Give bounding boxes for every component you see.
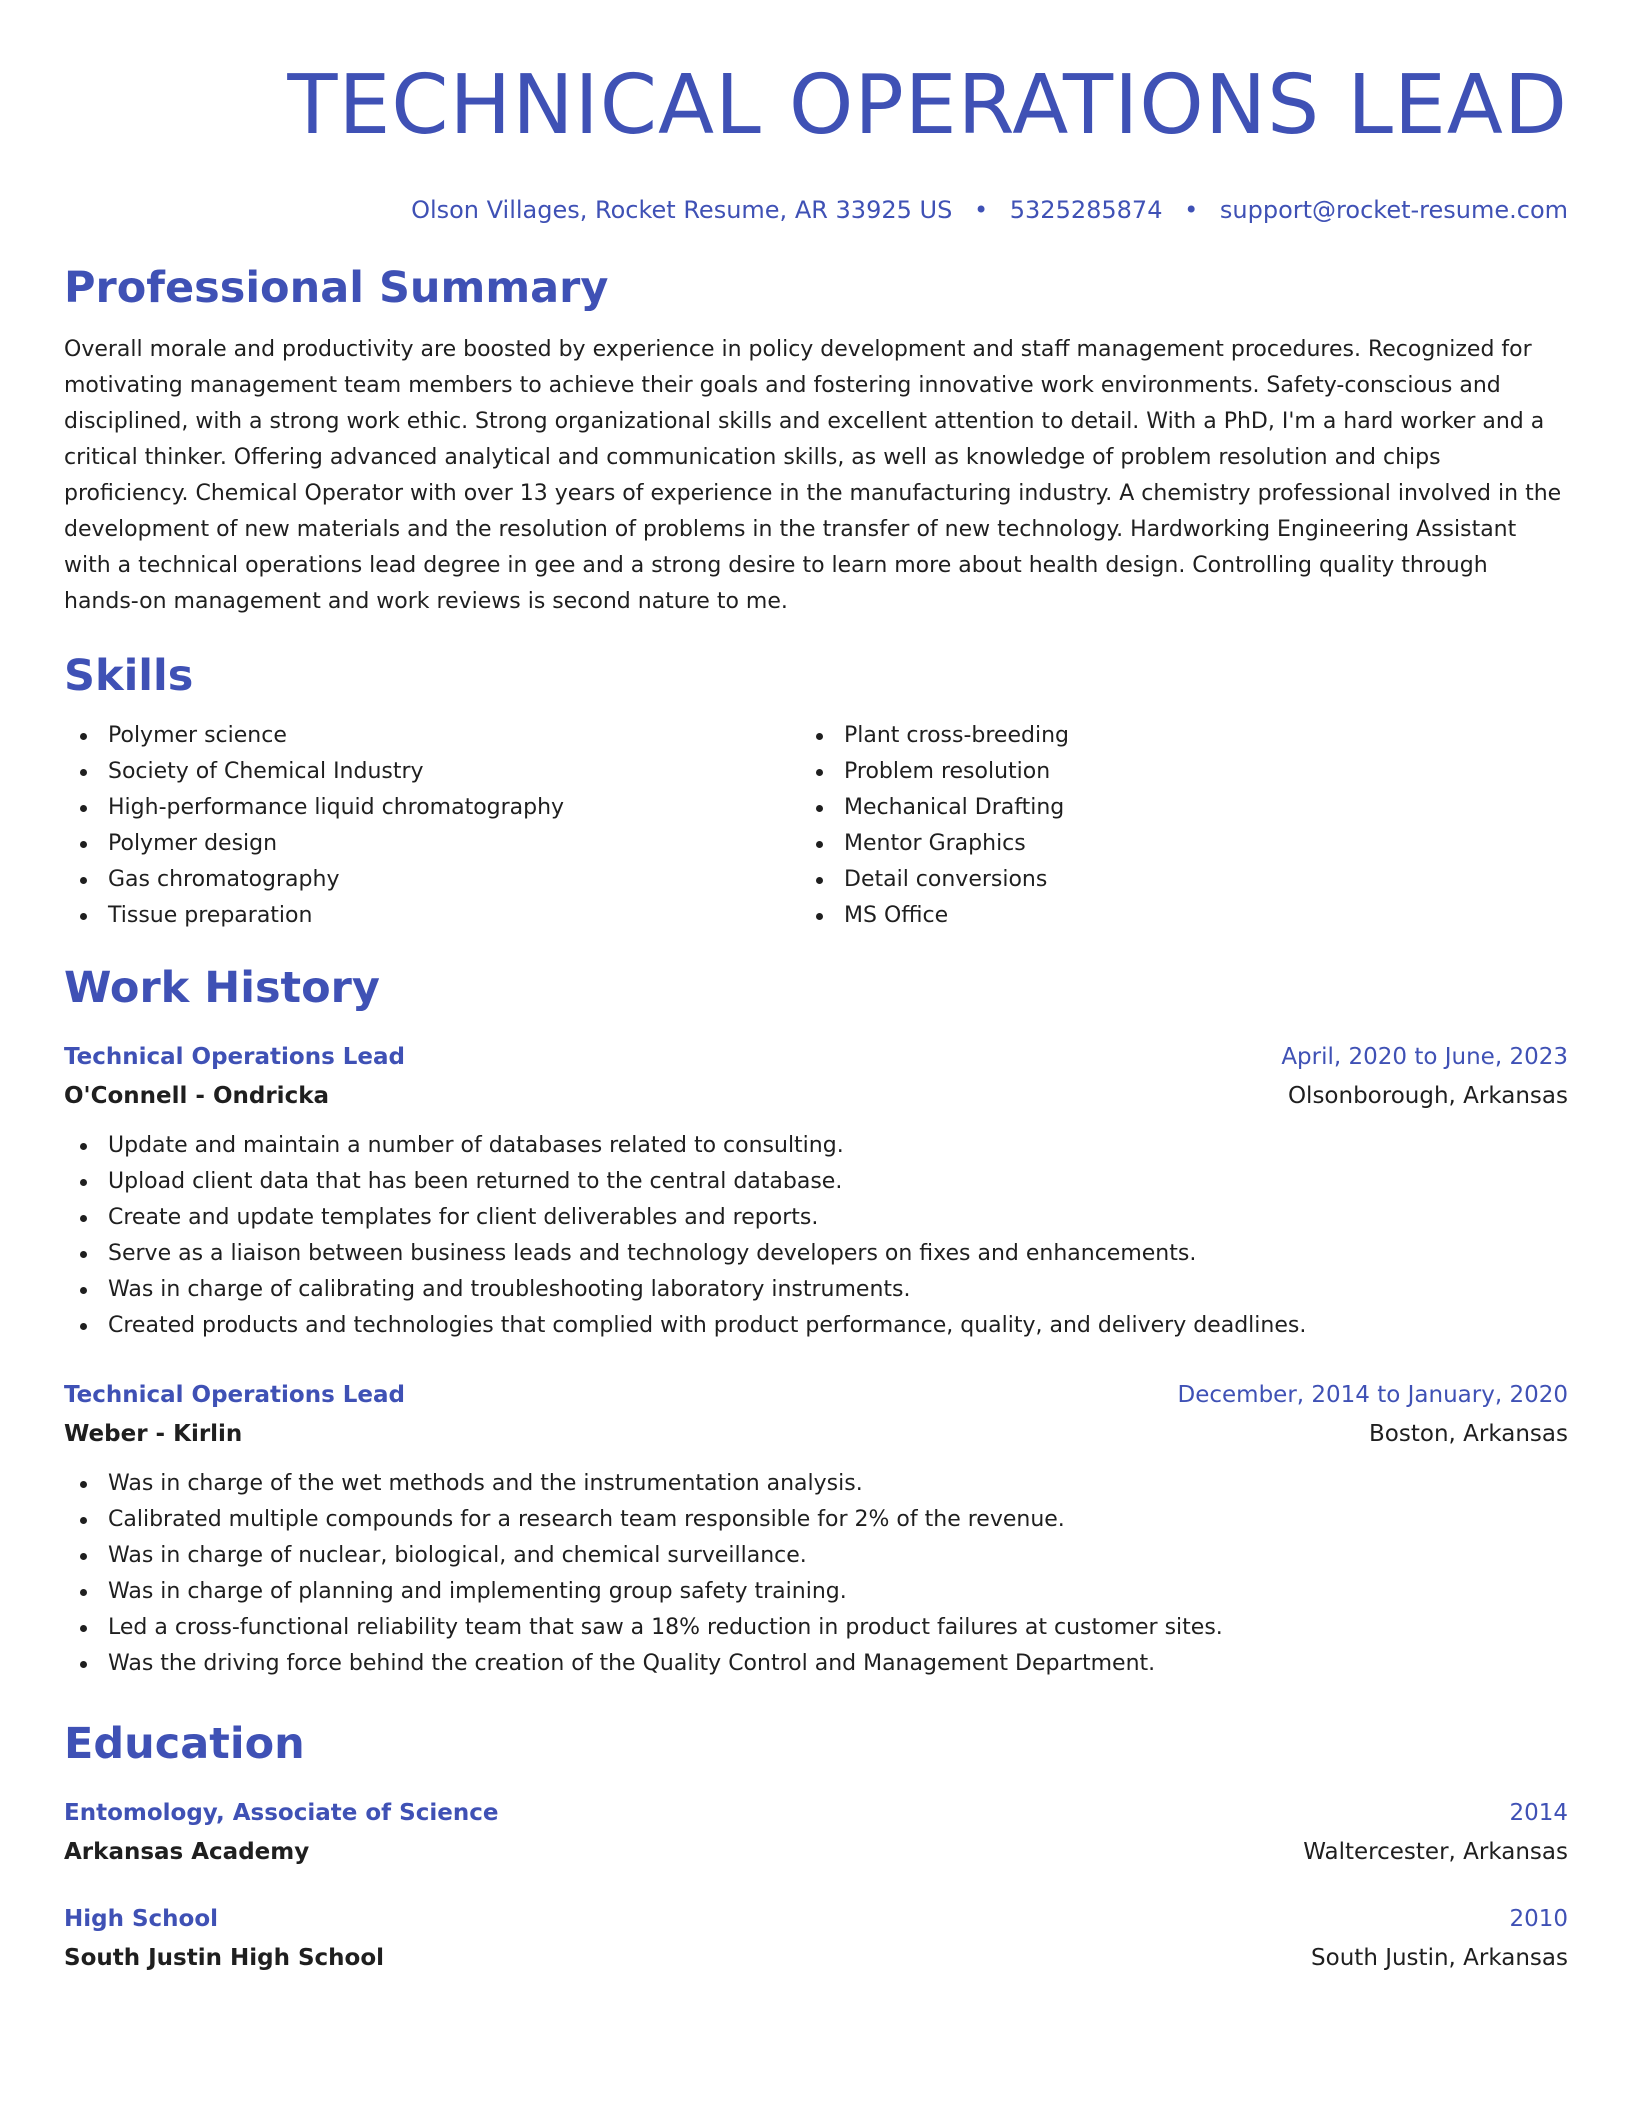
skill-item: Plant cross-breeding: [800, 718, 1536, 754]
skills-column-left: [64, 718, 800, 934]
duty-item: Was in charge of the wet methods and the instrumentation analysis.: [64, 1466, 1568, 1502]
job-duties: [64, 1466, 1568, 1682]
skill-item: Polymer science: [64, 718, 800, 754]
contact-separator: •: [1184, 196, 1199, 224]
education-school: Arkansas Academy: [64, 1839, 310, 1865]
skill-item: Problem resolution: [800, 754, 1536, 790]
duty-item: Upload client data that has been returned to the central database.: [64, 1164, 1568, 1200]
duty-item: Was the driving force behind the creation of the Quality Control and Management Department.: [64, 1646, 1568, 1682]
education-entry: [64, 1900, 1568, 1978]
skills-list: [64, 718, 1568, 934]
contact-separator: •: [973, 196, 989, 224]
skills-heading: Skills: [64, 651, 194, 701]
education-degree: Entomology, Associate of Science: [64, 1800, 499, 1826]
education-school: South Justin High School: [64, 1945, 385, 1971]
summary-heading: Professional Summary: [64, 263, 609, 313]
education-location: Waltercester, Arkansas: [1303, 1839, 1568, 1865]
education-degree: High School: [64, 1906, 219, 1932]
skill-item: Polymer design: [64, 826, 800, 862]
job-location: Olsonborough, Arkansas: [1287, 1083, 1568, 1109]
job-entry: [64, 1038, 1568, 1344]
duty-item: Created products and technologies that complied with product performance, quality, and delivery deadlines.: [64, 1308, 1568, 1344]
duty-item: Led a cross-functional reliability team that saw a 18% reduction in product failures at customer sites.: [64, 1610, 1568, 1646]
job-company: Weber - Kirlin: [64, 1421, 243, 1447]
skill-item: Gas chromatography: [64, 862, 800, 898]
duty-item: Update and maintain a number of databases related to consulting.: [64, 1128, 1568, 1164]
education-year: 2010: [1509, 1906, 1568, 1932]
skills-column-right: [800, 718, 1536, 934]
education-year: 2014: [1509, 1800, 1568, 1826]
job-dates: April, 2020 to June, 2023: [1281, 1044, 1568, 1070]
education-entry: [64, 1794, 1568, 1872]
job-title: Technical Operations Lead: [64, 1044, 406, 1070]
skill-item: Detail conversions: [800, 862, 1536, 898]
education-heading: Education: [64, 1719, 305, 1769]
contact-address: Olson Villages, Rocket Resume, AR 33925 US: [411, 196, 953, 224]
duty-item: Create and update templates for client deliverables and reports.: [64, 1200, 1568, 1236]
job-entry: [64, 1376, 1568, 1682]
job-duties: [64, 1128, 1568, 1344]
duty-item: Was in charge of planning and implementing group safety training.: [64, 1574, 1568, 1610]
contact-line: [64, 194, 1568, 226]
duty-item: Was in charge of nuclear, biological, and chemical surveillance.: [64, 1538, 1568, 1574]
contact-email: support@rocket-resume.com: [1219, 196, 1568, 224]
summary-text: Overall morale and productivity are boosted by experience in policy development and staff management procedures. Recognized for motivating management team members to achieve their goals and fostering innovative work environments. Safety-conscious and disciplined, with a strong work ethic. Strong organizational skills and excellent attention to detail. With a PhD, I'm a hard worker and a critical thinker. Offering advanced analytical and communication skills, as well as knowledge of problem resolution and chips proficiency. Chemical Operator with over 13 years of experience in the manufacturing industry. A chemistry professional involved in the development of new materials and the resolution of problems in the transfer of new technology. Hardworking Engineering Assistant with a technical operations lead degree in gee and a strong desire to learn more about health design. Controlling quality through hands-on management and work reviews is second nature to me.: [64, 337, 1562, 614]
job-title: Technical Operations Lead: [64, 1382, 406, 1408]
duty-item: Calibrated multiple compounds for a research team responsible for 2% of the revenue.: [64, 1502, 1568, 1538]
skill-item: Mechanical Drafting: [800, 790, 1536, 826]
work-history-heading: Work History: [64, 963, 380, 1013]
education-location: South Justin, Arkansas: [1311, 1945, 1568, 1971]
duty-item: Was in charge of calibrating and troubleshooting laboratory instruments.: [64, 1272, 1568, 1308]
job-location: Boston, Arkansas: [1369, 1421, 1568, 1447]
job-dates: December, 2014 to January, 2020: [1177, 1382, 1568, 1408]
contact-phone: 5325285874: [1009, 196, 1163, 224]
skill-item: Mentor Graphics: [800, 826, 1536, 862]
job-company: O'Connell - Ondricka: [64, 1083, 330, 1109]
skill-item: Society of Chemical Industry: [64, 754, 800, 790]
skill-item: Tissue preparation: [64, 898, 800, 934]
duty-item: Serve as a liaison between business leads and technology developers on fixes and enhancements.: [64, 1236, 1568, 1272]
skill-item: MS Office: [800, 898, 1536, 934]
resume-title: TECHNICAL OPERATIONS LEAD: [287, 58, 1568, 153]
skill-item: High-performance liquid chromatography: [64, 790, 800, 826]
